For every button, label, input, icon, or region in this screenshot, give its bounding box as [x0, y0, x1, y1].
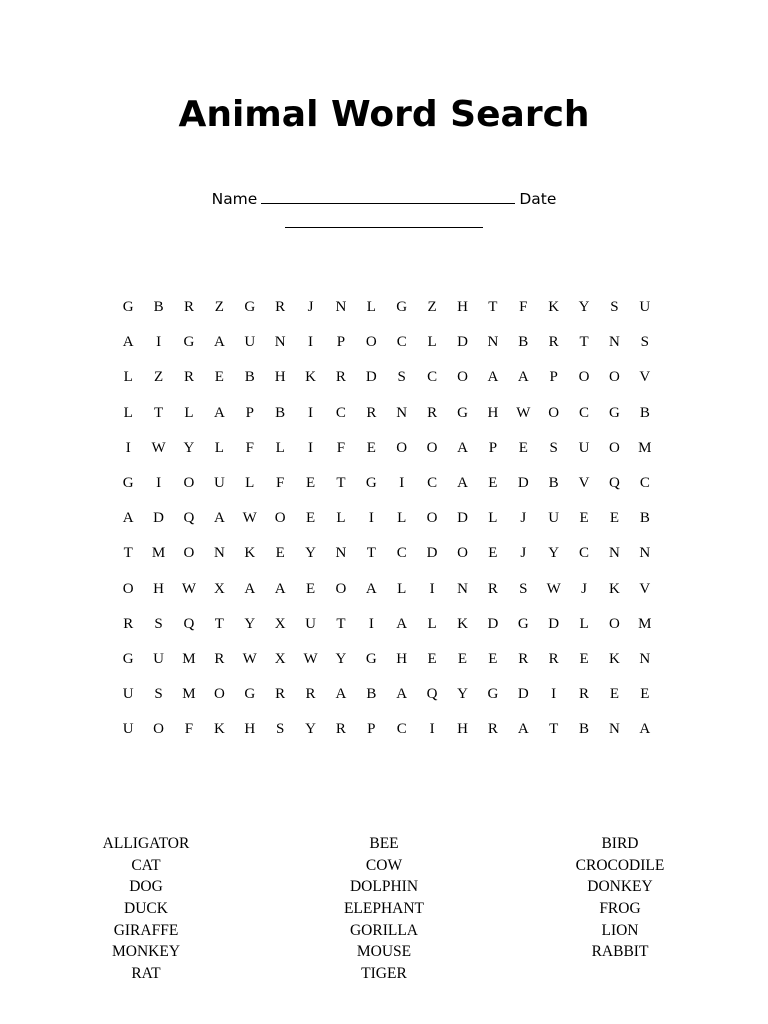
grid-letter: D: [457, 510, 468, 527]
grid-letter: I: [429, 721, 435, 738]
grid-letter: O: [274, 510, 286, 527]
grid-letter: R: [548, 650, 559, 667]
grid-letter: G: [244, 686, 256, 703]
grid-letter: Q: [183, 615, 195, 632]
grid-letter: R: [275, 686, 286, 703]
grid-letter: B: [153, 299, 164, 315]
grid-letter: W: [242, 650, 257, 667]
grid-letter: A: [396, 615, 408, 632]
grid-letter: R: [487, 580, 498, 597]
grid-letter: O: [122, 580, 134, 597]
grid-letter: C: [396, 545, 407, 562]
grid-letter: E: [275, 545, 285, 562]
grid-letter: R: [123, 615, 134, 632]
grid-letter: Z: [214, 299, 224, 315]
grid-letter: U: [305, 615, 316, 632]
grid-letter: N: [639, 650, 651, 667]
grid-letter: O: [213, 686, 225, 703]
grid-letter: H: [457, 721, 468, 738]
grid-letter: E: [366, 439, 376, 456]
grid-letter: L: [579, 615, 589, 632]
page-title: Animal Word Search: [178, 94, 590, 135]
grid-letter: C: [396, 721, 407, 738]
grid-letter: E: [214, 369, 224, 386]
grid-letter: A: [213, 510, 225, 527]
grid-letter: C: [396, 334, 407, 351]
grid-letter: A: [335, 686, 347, 703]
grid-letter: B: [548, 474, 559, 491]
grid-letter: E: [579, 510, 589, 527]
grid-letter: I: [308, 404, 314, 421]
grid-letter: Y: [305, 545, 316, 562]
grid-letter: H: [153, 580, 164, 597]
grid-letter: K: [457, 615, 468, 632]
grid-letter: V: [578, 474, 590, 491]
grid-letter: G: [122, 650, 134, 667]
grid-letter: S: [549, 439, 558, 456]
grid-letter: N: [213, 545, 225, 562]
grid-letter: L: [123, 369, 133, 386]
grid-letter: O: [396, 439, 408, 456]
grid-letter: I: [156, 474, 162, 491]
grid-letter: U: [122, 721, 134, 738]
grid-letter: S: [154, 686, 163, 703]
grid-letter: D: [517, 686, 529, 703]
grid-letter: E: [609, 510, 620, 527]
grid-letter: M: [638, 615, 652, 632]
grid-letter: O: [365, 334, 377, 351]
word-list-column: [284, 833, 484, 985]
grid-letter: W: [181, 580, 197, 597]
grid-letter: J: [520, 510, 527, 527]
grid-letter: O: [609, 369, 620, 386]
grid-letter: W: [303, 650, 318, 667]
grid-letter: N: [609, 545, 620, 562]
grid-letter: G: [457, 404, 468, 421]
grid-letter: P: [488, 439, 498, 456]
word-list-item: RAT: [131, 965, 161, 983]
word-list-column: [46, 833, 246, 985]
grid-letter: L: [275, 439, 285, 456]
grid-letter: I: [308, 334, 314, 351]
grid-letter: M: [182, 650, 196, 667]
grid-letter: O: [153, 721, 164, 738]
grid-letter: T: [366, 545, 376, 562]
grid-letter: B: [639, 510, 650, 527]
word-list-item: MOUSE: [356, 943, 412, 961]
grid-letter: S: [610, 299, 619, 315]
grid-letter: O: [426, 439, 438, 456]
grid-letter: L: [397, 510, 407, 527]
grid-letter: G: [244, 299, 256, 315]
word-list-item: FROG: [599, 900, 641, 918]
grid-letter: R: [275, 299, 286, 315]
word-list-item: RABBIT: [591, 943, 649, 961]
grid-letter: Z: [427, 299, 437, 315]
grid-letter: X: [213, 580, 225, 597]
grid-letter: R: [366, 404, 377, 421]
grid-letter: N: [639, 545, 651, 562]
grid-letter: B: [275, 404, 286, 421]
grid-letter: Y: [578, 299, 590, 315]
grid-letter: R: [335, 369, 346, 386]
grid-letter: G: [183, 334, 195, 351]
grid-letter: F: [336, 439, 346, 456]
grid-letter: N: [609, 721, 620, 738]
grid-letter: E: [609, 686, 620, 703]
grid-letter: J: [520, 545, 527, 562]
grid-letter: R: [427, 404, 438, 421]
grid-letter: E: [457, 650, 468, 667]
grid-letter: I: [368, 615, 374, 632]
name-date-line: [200, 187, 568, 235]
grid-letter: A: [639, 721, 651, 738]
grid-letter: Y: [457, 686, 468, 703]
grid-letter: S: [519, 580, 528, 597]
grid-letter: L: [427, 615, 437, 632]
grid-letter: E: [488, 650, 498, 667]
grid-letter: N: [457, 580, 468, 597]
grid-letter: C: [579, 404, 590, 421]
grid-letter: D: [153, 510, 164, 527]
grid-letter: D: [426, 545, 438, 562]
grid-letter: B: [639, 404, 650, 421]
word-list-item: BEE: [369, 835, 399, 852]
grid-letter: I: [125, 439, 131, 456]
grid-letter: B: [244, 369, 255, 386]
grid-letter: A: [396, 686, 408, 703]
grid-letter: Q: [426, 686, 438, 703]
grid-letter: F: [245, 439, 254, 456]
grid-letter: V: [639, 580, 651, 597]
grid-letter: U: [213, 474, 225, 491]
grid-letter: M: [182, 686, 196, 703]
grid-letter: L: [214, 439, 224, 456]
name-label: Name: [211, 190, 258, 208]
grid-letter: G: [487, 686, 499, 703]
grid-letter: A: [487, 369, 499, 386]
grid-letter: K: [548, 299, 560, 315]
grid-letter: A: [122, 510, 134, 527]
grid-letter: Y: [335, 650, 347, 667]
grid-letter: G: [122, 474, 134, 491]
grid-letter: B: [518, 334, 529, 351]
grid-letter: Y: [548, 545, 560, 562]
grid-letter: A: [365, 580, 377, 597]
grid-letter: I: [156, 334, 162, 351]
grid-letter: N: [274, 334, 286, 351]
grid-letter: A: [244, 580, 256, 597]
word-list-item: GORILLA: [349, 921, 419, 939]
grid-letter: L: [488, 510, 498, 527]
grid-letter: T: [549, 721, 559, 738]
date-blank: [285, 213, 483, 228]
grid-letter: T: [488, 299, 498, 315]
grid-letter: H: [244, 721, 256, 738]
grid-letter: B: [366, 686, 377, 703]
word-list-item: COW: [365, 856, 403, 874]
grid-letter: D: [517, 474, 529, 491]
grid-letter: I: [308, 439, 314, 456]
grid-letter: R: [487, 721, 498, 738]
grid-letter: J: [581, 580, 587, 597]
word-list-item: BIRD: [601, 835, 639, 852]
grid-letter: R: [214, 650, 225, 667]
grid-letter: U: [578, 439, 590, 456]
grid-letter: P: [549, 369, 558, 386]
grid-letter: O: [609, 439, 620, 456]
grid-letter: R: [548, 334, 559, 351]
grid-letter: F: [519, 299, 528, 315]
word-list-item: TIGER: [361, 965, 407, 983]
grid-letter: R: [183, 369, 194, 386]
grid-letter: E: [640, 686, 650, 703]
letter-grid: [113, 290, 653, 747]
grid-letter: Y: [183, 439, 195, 456]
grid-letter: H: [457, 299, 468, 315]
grid-letter: O: [426, 510, 438, 527]
grid-letter: R: [518, 650, 529, 667]
grid-letter: N: [487, 334, 499, 351]
grid-letter: H: [396, 650, 408, 667]
grid-letter: C: [427, 369, 438, 386]
grid-letter: R: [305, 686, 316, 703]
grid-letter: K: [609, 580, 620, 597]
grid-letter: W: [546, 580, 561, 597]
grid-letter: G: [365, 650, 377, 667]
grid-letter: I: [551, 686, 557, 703]
grid-letter: P: [245, 404, 254, 421]
grid-letter: I: [399, 474, 405, 491]
grid-letter: E: [488, 545, 498, 562]
grid-letter: Q: [609, 474, 620, 491]
grid-letter: S: [640, 334, 649, 351]
grid-letter: G: [609, 404, 620, 421]
grid-letter: N: [335, 299, 347, 315]
name-blank: [261, 189, 515, 204]
word-list-item: ALLIGATOR: [102, 835, 190, 852]
grid-letter: W: [151, 439, 166, 456]
grid-letter: L: [366, 299, 376, 315]
grid-letter: I: [368, 510, 374, 527]
grid-letter: O: [457, 369, 468, 386]
grid-letter: L: [427, 334, 437, 351]
grid-letter: E: [305, 474, 316, 491]
grid-letter: W: [516, 404, 531, 421]
grid-letter: U: [548, 510, 560, 527]
word-list-item: MONKEY: [111, 943, 181, 961]
grid-letter: O: [548, 404, 560, 421]
grid-letter: O: [335, 580, 347, 597]
word-list-item: LION: [601, 921, 639, 939]
grid-letter: E: [579, 650, 589, 667]
grid-letter: C: [427, 474, 438, 491]
grid-letter: I: [429, 580, 435, 597]
grid-letter: X: [274, 650, 286, 667]
grid-letter: L: [184, 404, 194, 421]
grid-letter: T: [214, 615, 224, 632]
grid-letter: R: [335, 721, 346, 738]
grid-letter: A: [274, 580, 286, 597]
word-list-item: DUCK: [124, 900, 168, 918]
grid-letter: R: [183, 299, 194, 315]
word-list-item: DOG: [129, 878, 163, 896]
grid-letter: O: [183, 474, 195, 491]
grid-letter: L: [123, 404, 133, 421]
grid-letter: A: [457, 439, 468, 456]
grid-letter: Y: [244, 615, 256, 632]
grid-letter: U: [153, 650, 164, 667]
word-list-item: CROCODILE: [575, 856, 665, 874]
grid-letter: T: [154, 404, 164, 421]
grid-letter: G: [517, 615, 529, 632]
grid-letter: D: [487, 615, 499, 632]
grid-letter: C: [579, 545, 590, 562]
grid-letter: L: [397, 580, 407, 597]
grid-letter: T: [336, 615, 346, 632]
date-label: Date: [519, 190, 557, 208]
grid-letter: J: [307, 299, 314, 315]
grid-letter: E: [488, 474, 498, 491]
grid-letter: Y: [305, 721, 316, 738]
grid-letter: A: [213, 404, 225, 421]
grid-letter: A: [517, 369, 529, 386]
grid-letter: X: [274, 615, 286, 632]
grid-letter: C: [335, 404, 346, 421]
word-list-item: ELEPHANT: [343, 900, 425, 918]
grid-letter: M: [638, 439, 652, 456]
grid-letter: T: [579, 334, 589, 351]
grid-letter: E: [427, 650, 437, 667]
grid-letter: O: [183, 545, 195, 562]
grid-letter: T: [336, 474, 346, 491]
grid-letter: U: [244, 334, 256, 351]
grid-letter: P: [336, 334, 346, 351]
grid-letter: F: [184, 721, 194, 738]
grid-letter: R: [579, 686, 590, 703]
grid-letter: A: [213, 334, 225, 351]
grid-letter: P: [367, 721, 376, 738]
grid-letter: W: [242, 510, 257, 527]
grid-letter: D: [365, 369, 377, 386]
grid-letter: O: [578, 369, 590, 386]
word-list-item: GIRAFFE: [113, 921, 179, 939]
grid-letter: A: [457, 474, 468, 491]
grid-letter: G: [365, 474, 377, 491]
grid-letter: U: [639, 299, 651, 315]
grid-letter: D: [548, 615, 560, 632]
grid-letter: T: [123, 545, 133, 562]
word-list-item: DONKEY: [587, 878, 653, 896]
grid-letter: A: [122, 334, 134, 351]
grid-letter: M: [151, 545, 166, 562]
grid-letter: O: [457, 545, 468, 562]
grid-letter: E: [305, 580, 316, 597]
grid-letter: G: [122, 299, 134, 315]
word-list-column: [520, 833, 720, 963]
grid-letter: F: [275, 474, 285, 491]
grid-letter: D: [457, 334, 468, 351]
grid-letter: G: [396, 299, 408, 315]
grid-letter: H: [487, 404, 499, 421]
grid-letter: Q: [183, 510, 195, 527]
grid-letter: V: [639, 369, 651, 386]
grid-letter: N: [335, 545, 347, 562]
grid-letter: K: [609, 650, 620, 667]
grid-letter: H: [274, 369, 286, 386]
grid-letter: L: [336, 510, 346, 527]
grid-letter: U: [122, 686, 134, 703]
grid-letter: S: [154, 615, 163, 632]
grid-letter: S: [397, 369, 406, 386]
grid-letter: Z: [154, 369, 164, 386]
grid-letter: C: [639, 474, 650, 491]
grid-letter: O: [609, 615, 620, 632]
grid-letter: K: [244, 545, 256, 562]
grid-letter: N: [609, 334, 620, 351]
word-list-item: DOLPHIN: [349, 878, 419, 896]
grid-letter: K: [213, 721, 225, 738]
grid-letter: A: [517, 721, 529, 738]
word-list-item: CAT: [131, 856, 161, 874]
grid-letter: B: [579, 721, 590, 738]
grid-letter: E: [518, 439, 528, 456]
grid-letter: E: [305, 510, 316, 527]
grid-letter: S: [275, 721, 285, 738]
grid-letter: K: [305, 369, 316, 386]
grid-letter: N: [396, 404, 408, 421]
grid-letter: L: [245, 474, 255, 491]
